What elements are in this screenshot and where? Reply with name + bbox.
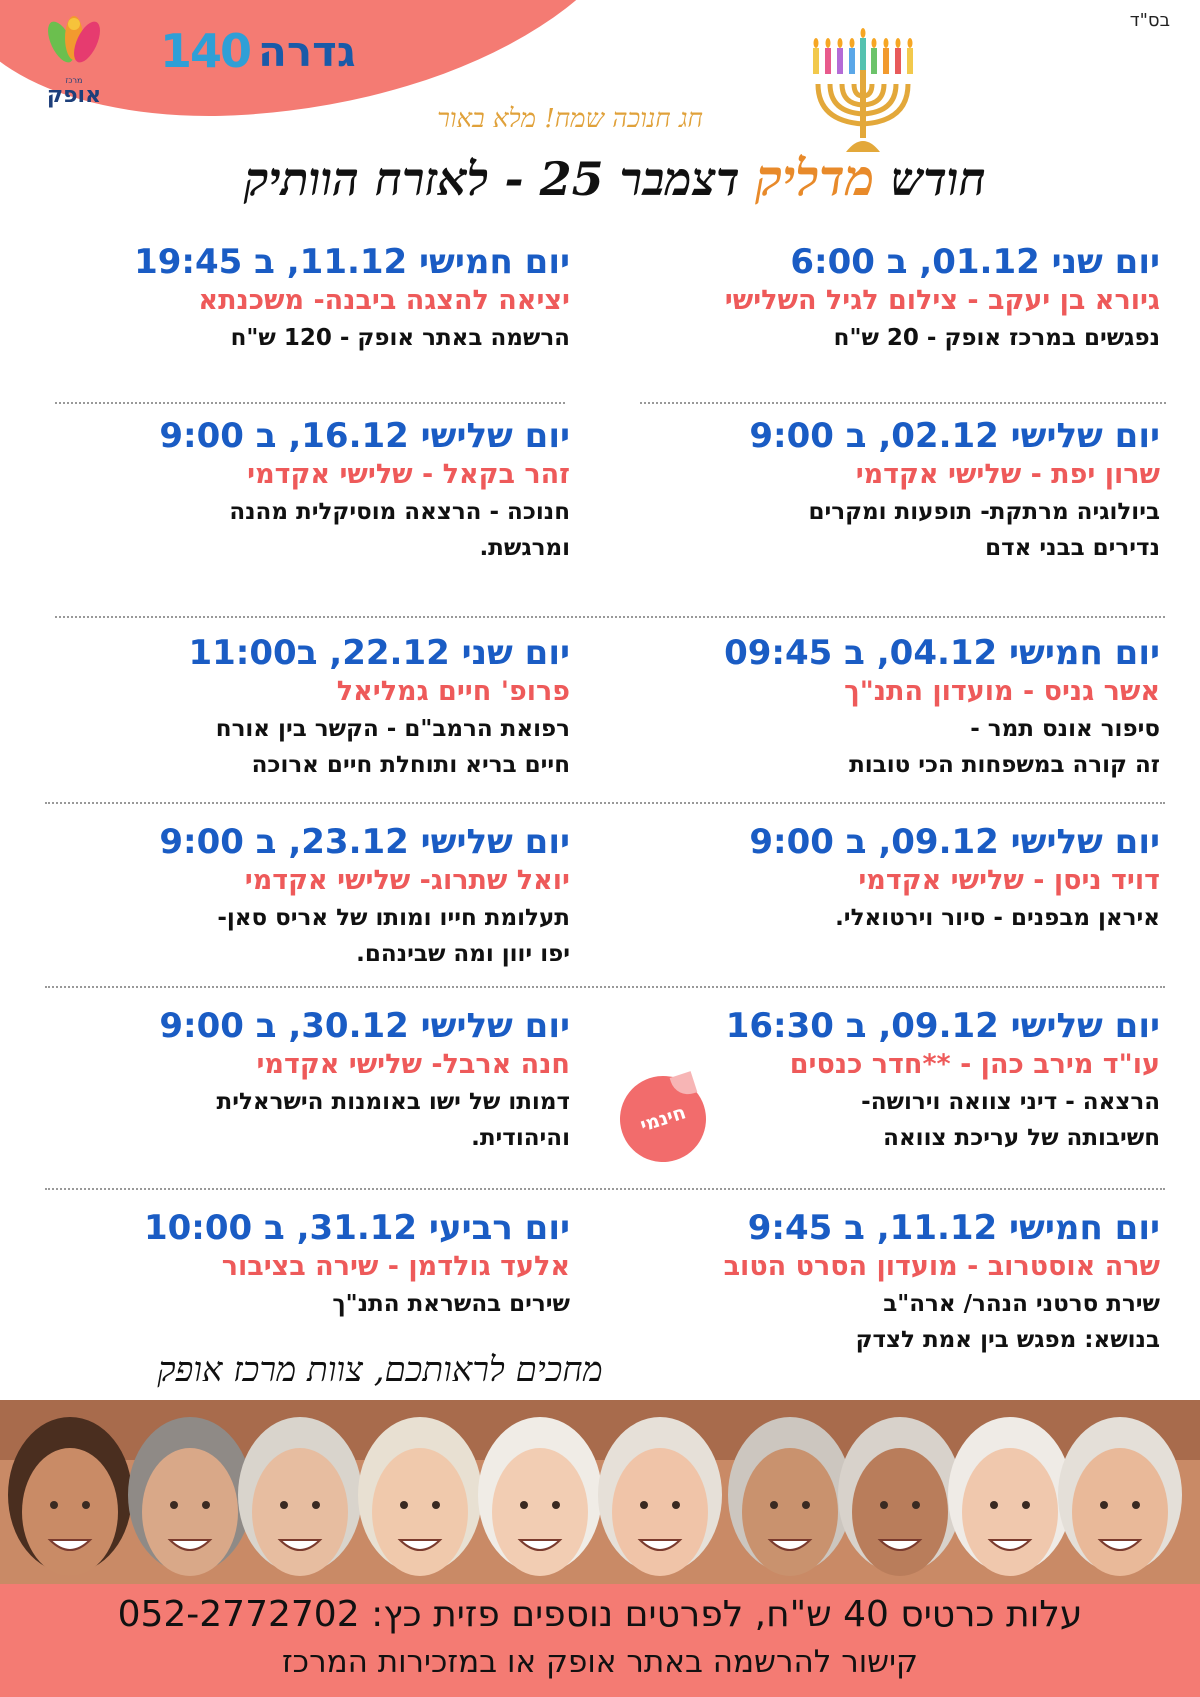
candle bbox=[860, 38, 866, 74]
event-description-line: איראן מבפנים - סיור וירטואלי. bbox=[835, 905, 1160, 931]
face bbox=[962, 1448, 1058, 1576]
event-description-line: סיפור אונס תמר - bbox=[970, 716, 1160, 742]
event-description-line: תעלומת חייו ומותו של אריס סאן- bbox=[217, 905, 570, 931]
event-block bbox=[600, 416, 1160, 566]
event-block bbox=[40, 1006, 570, 1156]
free-badge: חינמי bbox=[609, 1065, 717, 1173]
divider bbox=[45, 1188, 1165, 1190]
event-speaker: אשר גניס - מועדון התנ"ך bbox=[844, 676, 1160, 707]
page-title bbox=[120, 148, 1110, 207]
event-description-line: שירת סרטני הנהר/ ארה"ב bbox=[883, 1291, 1160, 1317]
event-description-line: בנושא: מפגש בין אמת לצדק bbox=[855, 1327, 1160, 1353]
ofek-flower-icon bbox=[39, 12, 109, 72]
bsd-label: בס"ד bbox=[1129, 10, 1170, 31]
menorah-icon bbox=[808, 26, 918, 154]
event-date: יום שלישי 09.12, ב 16:30 bbox=[725, 1006, 1160, 1046]
event-date: יום שלישי 30.12, ב 9:00 bbox=[159, 1006, 570, 1046]
eye bbox=[170, 1501, 178, 1509]
event-description-line: חיים בריא ותוחלת חיים ארוכה bbox=[251, 752, 570, 778]
flame bbox=[908, 38, 913, 48]
gedera-logo bbox=[160, 24, 356, 78]
event-block bbox=[40, 633, 570, 783]
flame bbox=[872, 38, 877, 48]
event-block bbox=[40, 1208, 570, 1322]
eye bbox=[880, 1501, 888, 1509]
event-speaker: גיורא בן יעקב - צילום לגיל השלישי bbox=[724, 285, 1160, 316]
event-speaker: עו"ד מירב כהן - **חדר כנסים bbox=[789, 1049, 1160, 1080]
candle bbox=[907, 48, 913, 74]
flame bbox=[884, 38, 889, 48]
event-block bbox=[600, 633, 1160, 783]
face bbox=[372, 1448, 468, 1576]
seniors-photo bbox=[0, 1400, 1200, 1585]
eye bbox=[640, 1501, 648, 1509]
footer-banner bbox=[0, 1584, 1200, 1697]
flame bbox=[850, 38, 855, 48]
candle bbox=[813, 48, 819, 74]
divider bbox=[45, 986, 1165, 988]
eye bbox=[1132, 1501, 1140, 1509]
title-rest: דצמבר 25 - לאזרח הוותיק bbox=[244, 152, 740, 206]
eye bbox=[990, 1501, 998, 1509]
event-date: יום חמישי 11.12, ב 9:45 bbox=[747, 1208, 1160, 1248]
eye bbox=[672, 1501, 680, 1509]
face bbox=[142, 1448, 238, 1576]
event-description-line: זה קורה במשפחות הכי טובות bbox=[849, 752, 1160, 778]
signoff: מחכים לראותכם, צוות מרכז אופק bbox=[157, 1350, 603, 1390]
face bbox=[22, 1448, 118, 1576]
gedera-140-mark: 140 bbox=[160, 24, 251, 78]
face bbox=[742, 1448, 838, 1576]
event-date: יום שלישי 16.12, ב 9:00 bbox=[159, 416, 570, 456]
event-description-line: והיהודית. bbox=[471, 1125, 570, 1151]
ofek-logo bbox=[34, 12, 114, 107]
eye bbox=[802, 1501, 810, 1509]
eye bbox=[312, 1501, 320, 1509]
candle bbox=[871, 48, 877, 74]
event-date: יום שלישי 09.12, ב 9:00 bbox=[749, 822, 1160, 862]
candle bbox=[837, 48, 843, 74]
candle bbox=[895, 48, 901, 74]
event-description-line: חשיבותה של עריכת צוואה bbox=[883, 1125, 1160, 1151]
event-date: יום שני 22.12, ב11:00 bbox=[188, 633, 570, 673]
face bbox=[492, 1448, 588, 1576]
event-block bbox=[40, 242, 570, 356]
flame bbox=[814, 38, 819, 48]
event-date: יום שני 01.12, ב 6:00 bbox=[790, 242, 1160, 282]
event-date: יום שלישי 02.12, ב 9:00 bbox=[749, 416, 1160, 456]
event-description-line: רפואת הרמב"ם - הקשר בין אורח bbox=[215, 716, 570, 742]
eye bbox=[520, 1501, 528, 1509]
eye bbox=[82, 1501, 90, 1509]
flame bbox=[838, 38, 843, 48]
eye bbox=[400, 1501, 408, 1509]
eye bbox=[912, 1501, 920, 1509]
event-speaker: זהר בקאל - שלישי אקדמי bbox=[247, 459, 570, 490]
event-speaker: יואל שתרוג- שלישי אקדמי bbox=[244, 865, 570, 896]
title-prefix: חודש bbox=[890, 152, 986, 206]
eye bbox=[552, 1501, 560, 1509]
event-speaker: פרופ' חיים גמליאל bbox=[336, 676, 570, 707]
flame bbox=[861, 28, 866, 38]
event-speaker: שרה אוסטרוב - מועדון הסרט הטוב bbox=[723, 1251, 1160, 1282]
event-block bbox=[40, 416, 570, 566]
candle bbox=[883, 48, 889, 74]
eye bbox=[202, 1501, 210, 1509]
divider bbox=[55, 402, 565, 404]
divider bbox=[55, 616, 1165, 618]
face bbox=[252, 1448, 348, 1576]
event-description-line: ומרגשת. bbox=[479, 535, 570, 561]
event-speaker: חנה ארבל- שלישי אקדמי bbox=[256, 1049, 570, 1080]
event-description-line: שירים בהשראת התנ"ך bbox=[332, 1291, 570, 1317]
flame bbox=[826, 38, 831, 48]
event-block bbox=[40, 822, 570, 972]
footer-registration: קישור להרשמה באתר אופק או במזכירות המרכז bbox=[281, 1644, 919, 1680]
eye bbox=[50, 1501, 58, 1509]
title-brand: מדליק bbox=[755, 148, 875, 207]
eye bbox=[1100, 1501, 1108, 1509]
candle bbox=[825, 48, 831, 74]
face bbox=[852, 1448, 948, 1576]
eye bbox=[770, 1501, 778, 1509]
divider bbox=[45, 802, 1165, 804]
event-description-line: הרשמה באתר אופק - 120 ש"ח bbox=[230, 325, 570, 351]
gedera-name: גדרה bbox=[258, 26, 356, 76]
event-description-line: נפגשים במרכז אופק - 20 ש"ח bbox=[833, 325, 1160, 351]
event-speaker: שרון יפת - שלישי אקדמי bbox=[855, 459, 1160, 490]
eye bbox=[1022, 1501, 1030, 1509]
ofek-logo-name: אופק bbox=[46, 83, 102, 108]
event-description-line: הרצאה - דיני צוואה וירושה- bbox=[861, 1089, 1160, 1115]
event-block bbox=[600, 1208, 1160, 1358]
event-date: יום רביעי 31.12, ב 10:00 bbox=[143, 1208, 570, 1248]
event-date: יום חמישי 04.12, ב 09:45 bbox=[724, 633, 1160, 673]
ofek-logo-label: מרכז bbox=[65, 76, 83, 85]
event-block bbox=[600, 242, 1160, 356]
event-date: יום חמישי 11.12, ב 19:45 bbox=[134, 242, 570, 282]
event-date: יום שלישי 23.12, ב 9:00 bbox=[159, 822, 570, 862]
event-description-line: יפו יוון ומה שבינהם. bbox=[356, 941, 570, 967]
event-speaker: דויד ניסן - שלישי אקדמי bbox=[858, 865, 1160, 896]
face bbox=[1072, 1448, 1168, 1576]
event-description-line: דמותו של ישו באומנות הישראלית bbox=[216, 1089, 570, 1115]
greeting: חג חנוכה שמח! מלא באור bbox=[437, 104, 703, 134]
divider bbox=[640, 402, 1166, 404]
event-description-line: חנוכה - הרצאה מוסיקלית מהנה bbox=[229, 499, 570, 525]
footer-price-contact: עלות כרטיס 40 ש"ח, לפרטים נוספים פזית כץ: 052-2772702 bbox=[117, 1594, 1083, 1635]
event-speaker: יציאה להצגה ביבנה- משכנתא bbox=[198, 285, 570, 316]
event-description-line: נדירים בבני אדם bbox=[985, 535, 1160, 561]
event-speaker: אלעד גולדמן - שירה בציבור bbox=[221, 1251, 570, 1282]
flame bbox=[896, 38, 901, 48]
event-block bbox=[600, 822, 1160, 936]
candle bbox=[849, 48, 855, 74]
eye bbox=[280, 1501, 288, 1509]
eye bbox=[432, 1501, 440, 1509]
face bbox=[612, 1448, 708, 1576]
event-description-line: ביולוגיה מרתקת- תופעות ומקרים bbox=[808, 499, 1160, 525]
